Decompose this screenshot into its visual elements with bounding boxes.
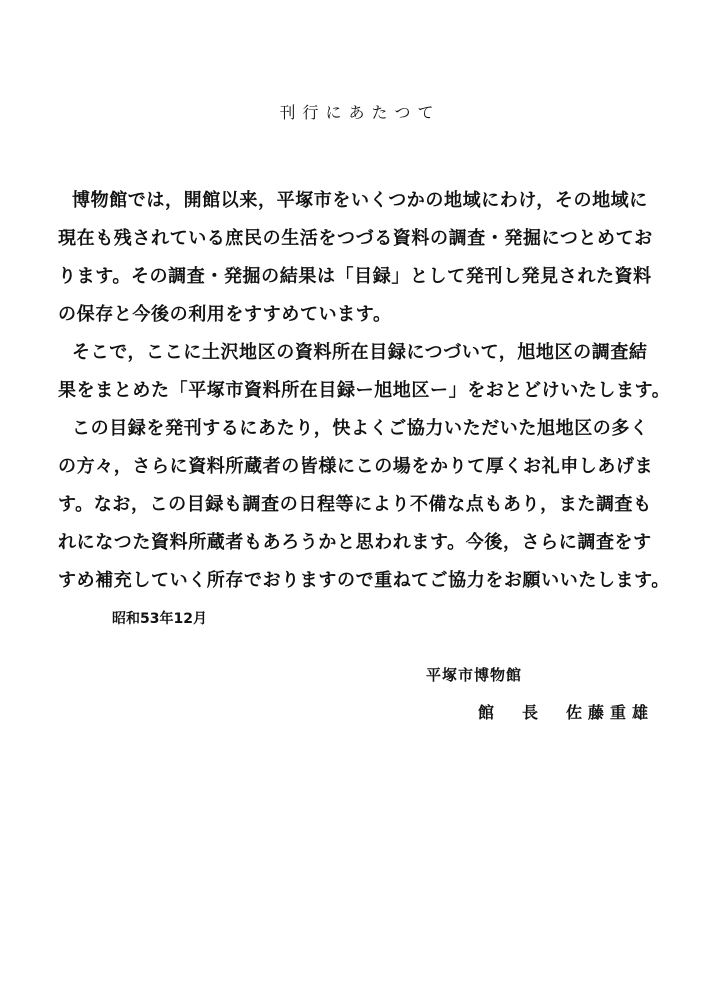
body-line: の保存と今後の利用をすすめています。 — [58, 304, 392, 325]
signature-organization: 平塚市博物館 — [426, 666, 523, 684]
body-line: れになつた資料所蔵者もあろうかと思われます。今後，さらに調査をす — [58, 532, 652, 553]
signature-director: 館 長 佐藤重雄 — [478, 703, 655, 722]
body-line: 博物館では，開館以来，平塚市をいくつかの地域にわけ，その地域に — [72, 190, 648, 211]
body-line: す。なお，この目録も調査の日程等により不備な点もあり，また調査も — [58, 494, 652, 515]
body-line: の方々，さらに資料所蔵者の皆様にこの場をかりて厚くお礼申しあげま — [58, 456, 654, 477]
body-line: そこで，ここに土沢地区の資料所在目録につづいて，旭地区の調査結 — [72, 342, 648, 363]
body-line: 現在も残されている庶民の生活をつづる資料の調査・発掘につとめてお — [58, 228, 653, 249]
body-line: すめ補充していく所存でおりますので重ねてご協力をお願いいたします。 — [58, 570, 670, 591]
body-line: この目録を発刊するにあたり，快よくご協力いただいた旭地区の多く — [72, 418, 649, 439]
document-title: 刊行にあたつて — [279, 103, 441, 122]
publication-date: 昭和53年12月 — [112, 611, 207, 627]
document-body — [58, 182, 671, 600]
body-line: 果をまとめた「平塚市資料所在目録ー旭地区ー」をおとどけいたします。 — [58, 380, 671, 401]
body-line: ります。その調査・発掘の結果は「目録」として発刊し発見された資料 — [58, 266, 652, 287]
